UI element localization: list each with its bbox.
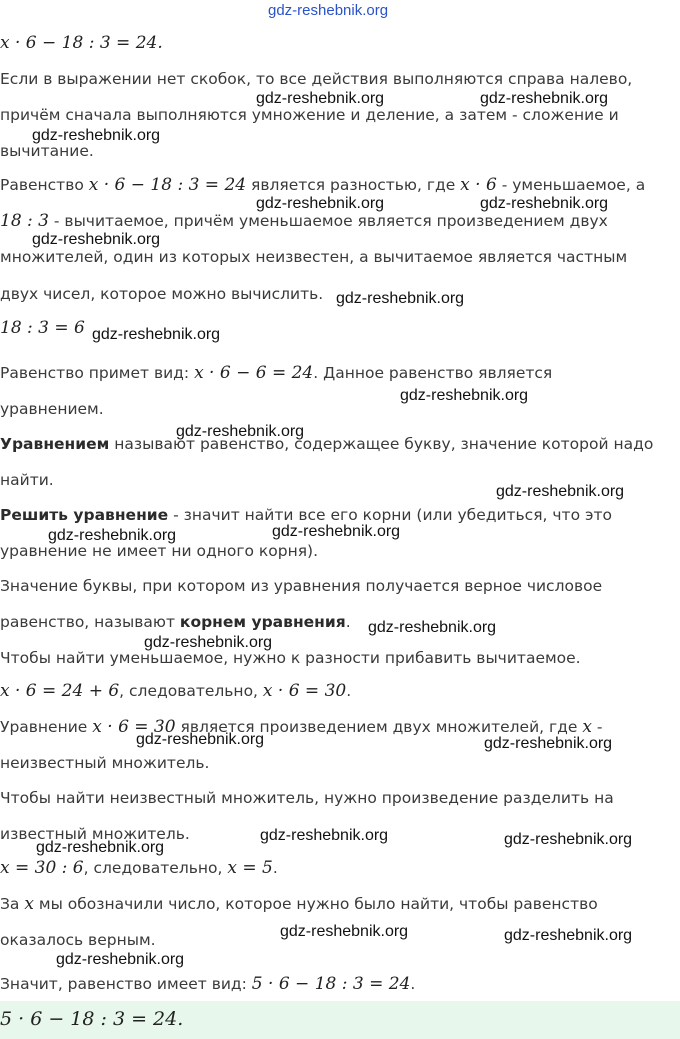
math-expression: x (582, 717, 592, 737)
text-segment: Значит, равенство имеет вид: (0, 975, 252, 993)
watermark: gdz-reshebnik.org (56, 951, 185, 968)
text-line (0, 673, 676, 709)
math-expression: 18 : 3 (0, 211, 49, 231)
text-segment: Равенство примет вид: (0, 364, 195, 382)
text-line (0, 355, 676, 391)
text-segment: , следовательно, (83, 859, 228, 877)
text-line: Чтобы найти уменьшаемое, нужно к разности прибавить вычитаемое. (0, 649, 581, 667)
text-segment: . (346, 682, 352, 700)
text-segment: - уменьшаемое, а (496, 176, 646, 194)
math-expression: 18 : 3 = 6 (0, 318, 85, 338)
text-line (0, 426, 676, 462)
text-line: известный множитель. (0, 825, 190, 843)
watermark: gdz-reshebnik.org (136, 731, 265, 748)
watermark: gdz-reshebnik.org (36, 839, 165, 856)
watermark: gdz-reshebnik.org (400, 387, 529, 404)
watermark: gdz-reshebnik.org (504, 927, 633, 944)
math-expression: x · 6 − 6 = 24 (194, 363, 314, 383)
text-line: неизвестный множитель. (0, 754, 210, 772)
watermark: gdz-reshebnik.org (176, 423, 305, 440)
text-line: Значение буквы, при котором из уравнения получается верное числовое (0, 577, 603, 595)
term-bold: Решить уравнение (0, 506, 169, 524)
term-bold: Уравнением (0, 435, 110, 453)
text-segment: . (410, 975, 416, 993)
watermark-top: gdz-reshebnik.org (268, 2, 389, 19)
watermark: gdz-reshebnik.org (48, 527, 177, 544)
watermark: gdz-reshebnik.org (496, 483, 625, 500)
text-segment: Равенство (0, 176, 89, 194)
text-line: найти. (0, 471, 54, 489)
math-expression: x · 6 = 30 (92, 717, 176, 737)
math-expression: x (24, 894, 34, 914)
text-line: множителей, один из которых неизвестен, а вычитаемое является частным (0, 248, 628, 266)
text-line: оказалось верным. (0, 931, 156, 949)
answer-expression: 5 · 6 − 18 : 3 = 24. (0, 1008, 184, 1030)
text-segment: равенство, называют (0, 613, 180, 631)
text-segment: называют равенство, содержащее букву, значение которой надо (109, 435, 654, 453)
text-segment: - (591, 718, 603, 736)
text-segment: Уравнение (0, 718, 93, 736)
watermark: gdz-reshebnik.org (32, 231, 161, 248)
text-line (0, 886, 676, 922)
math-expression: x = 30 : 6 (0, 858, 84, 878)
text-line: двух чисел, которое можно вычислить. (0, 285, 324, 303)
watermark: gdz-reshebnik.org (480, 195, 609, 212)
text-segment: , следовательно, (119, 682, 263, 700)
text-line: Чтобы найти неизвестный множитель, нужно произведение разделить на (0, 789, 614, 807)
math-expression: x · 6 = 24 + 6 (0, 681, 120, 701)
text-segment: . Данное равенство является (313, 364, 553, 382)
watermark: gdz-reshebnik.org (368, 619, 497, 636)
text-line: Если в выражении нет скобок, то все действия выполняются справа налево, (0, 70, 633, 88)
math-expression: x · 6 = 30 (262, 681, 347, 701)
watermark: gdz-reshebnik.org (260, 827, 389, 844)
text-segment: является разностью, где (246, 176, 461, 194)
text-segment: . (345, 613, 351, 631)
term-bold: корнем уравнения (179, 613, 346, 631)
answer-box (0, 1001, 680, 1039)
watermark: gdz-reshebnik.org (32, 127, 161, 144)
text-segment: . (272, 859, 278, 877)
expression-line (0, 25, 676, 61)
watermark: gdz-reshebnik.org (480, 90, 609, 107)
text-segment: мы обозначили число, которое нужно было найти, чтобы равенство (33, 895, 598, 913)
watermark: gdz-reshebnik.org (280, 923, 409, 940)
math-expression: x · 6 (460, 175, 497, 195)
text-line: уравнение не имеет ни одного корня). (0, 542, 318, 560)
text-line: причём сначала выполняются умножение и деление, а затем - сложение и (0, 106, 619, 124)
watermark: gdz-reshebnik.org (336, 290, 465, 307)
text-segment: - вычитаемое, причём уменьшаемое является произведением двух (48, 212, 608, 230)
text-segment: - значит найти все его корни (или убедиться, что это (168, 506, 612, 524)
text-segment: является произведением двух множителей, где (175, 718, 583, 736)
math-expression: x · 6 − 18 : 3 = 24 (88, 175, 247, 195)
watermark: gdz-reshebnik.org (92, 326, 221, 343)
text-line: уравнением. (0, 400, 104, 418)
watermark: gdz-reshebnik.org (144, 634, 273, 651)
watermark: gdz-reshebnik.org (484, 735, 613, 752)
math-expression: x · 6 − 18 : 3 = 24. (0, 33, 163, 53)
watermark: gdz-reshebnik.org (504, 831, 633, 848)
watermark: gdz-reshebnik.org (256, 195, 385, 212)
text-line (0, 966, 676, 1002)
watermark: gdz-reshebnik.org (256, 90, 385, 107)
text-line: вычитание. (0, 142, 94, 160)
math-expression: x = 5 (227, 858, 273, 878)
text-segment: За (0, 895, 25, 913)
text-line (0, 604, 676, 640)
math-expression: 5 · 6 − 18 : 3 = 24 (251, 974, 411, 994)
watermark: gdz-reshebnik.org (272, 523, 401, 540)
